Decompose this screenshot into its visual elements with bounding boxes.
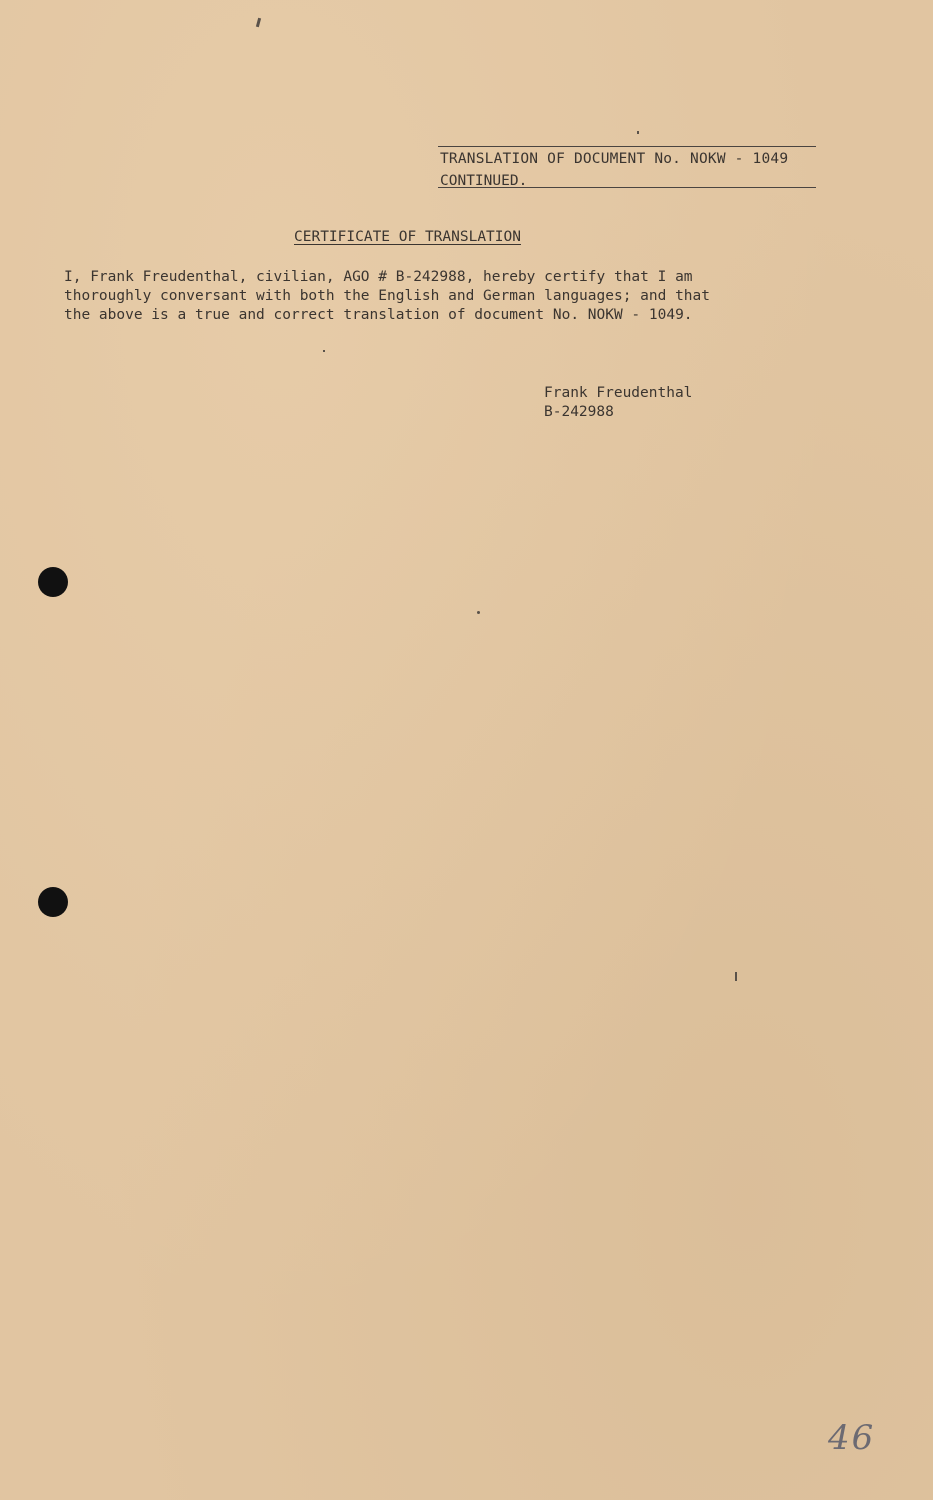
certificate-body <box>64 268 824 325</box>
header-rule-top <box>438 146 816 147</box>
certificate-title: CERTIFICATE OF TRANSLATION <box>294 229 521 245</box>
paper-speck <box>735 972 737 981</box>
punch-hole <box>38 567 68 597</box>
paper-speck <box>477 611 480 614</box>
signature-number: B-242988 <box>544 404 614 420</box>
punch-hole <box>38 887 68 917</box>
certificate-body-line: I, Frank Freudenthal, civilian, AGO # B-242988, hereby certify that I am <box>64 269 693 285</box>
header-translation-reference: TRANSLATION OF DOCUMENT No. NOKW - 1049 <box>440 151 789 167</box>
certificate-body-line: thoroughly conversant with both the English and German languages; and that <box>64 288 711 304</box>
certificate-body-line: the above is a true and correct translation of document No. NOKW - 1049. <box>64 307 693 323</box>
header-rule-bottom <box>438 187 816 188</box>
paper-speck <box>323 350 325 352</box>
handwritten-page-number: 46 <box>828 1418 876 1458</box>
paper-speck <box>256 18 261 27</box>
signature-block <box>544 384 692 422</box>
paper-speck <box>637 131 639 134</box>
signature-name: Frank Freudenthal <box>544 385 693 401</box>
header-continued-label: CONTINUED. <box>440 173 528 189</box>
